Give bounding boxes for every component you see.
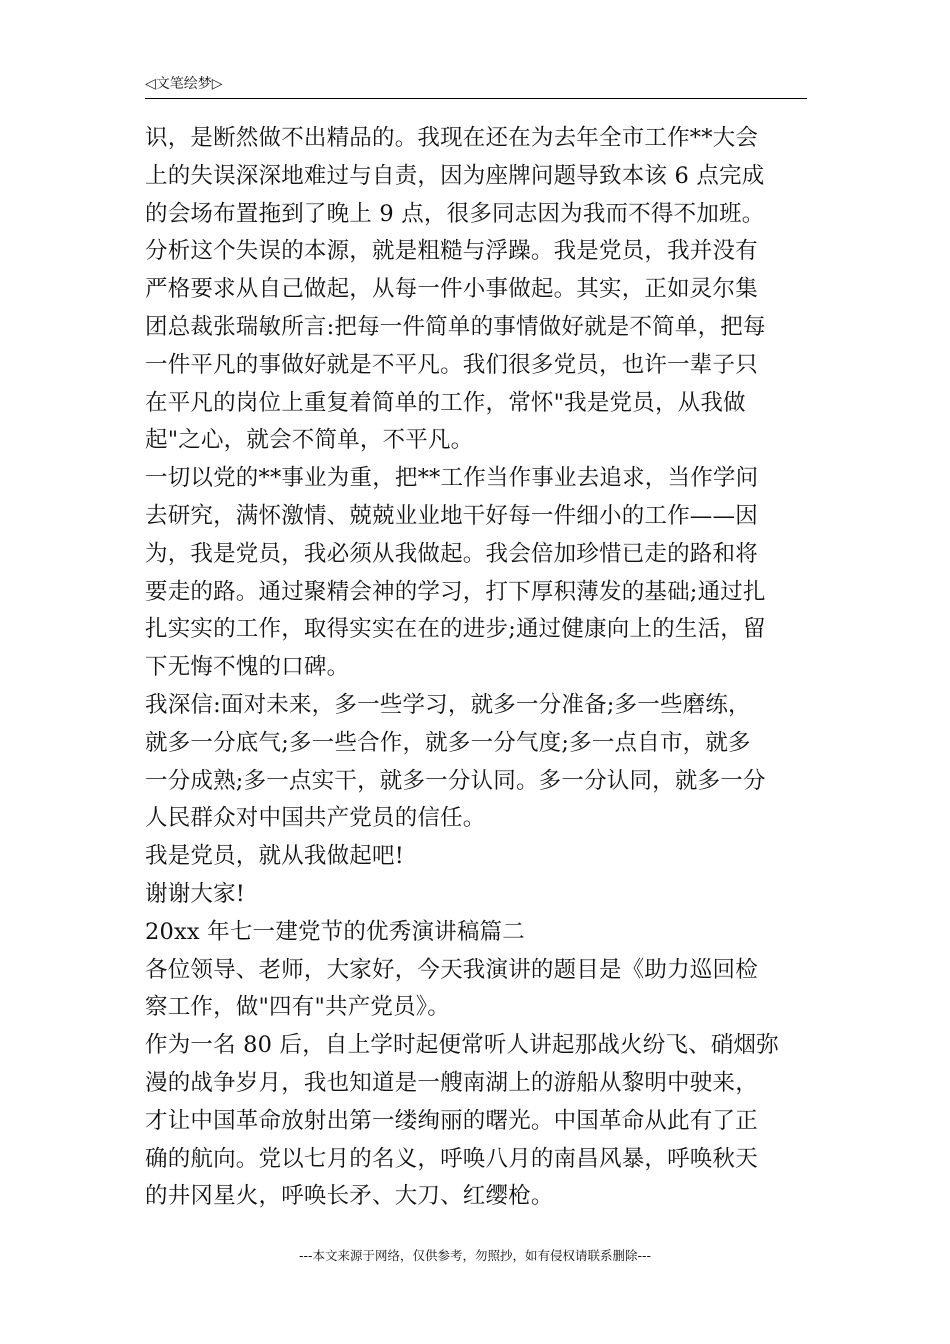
text-line: 扎实实的工作，取得实实在在的进步;通过健康向上的生活，留: [145, 616, 766, 643]
page-header: [145, 74, 807, 99]
text-line: 起"之心，就会不简单，不平凡。: [145, 427, 474, 454]
text-line: 谢谢大家!: [145, 880, 246, 907]
text-line: 分析这个失误的本源，就是粗糙与浮躁。我是党员，我并没有: [145, 238, 758, 265]
text-line: 在平凡的岗位上重复着简单的工作，常怀"我是党员，从我做: [145, 389, 746, 416]
text-line: 我深信:面对未来，多一些学习，就多一分准备;多一些磨练，: [145, 691, 751, 718]
text-line: 识，是断然做不出精品的。我现在还在为去年全市工作**大会: [145, 125, 759, 151]
text-line: 漫的战争岁月，我也知道是一艘南湖上的游船从黎明中驶来，: [145, 1069, 758, 1096]
header-title: ◁文笔绘梦▷: [145, 76, 223, 92]
text-line: 去研究，满怀激情、兢兢业业地干好每一件细小的工作——因: [145, 502, 758, 529]
text-line: 各位领导、老师，大家好，今天我演讲的题目是《助力巡回检: [145, 956, 758, 983]
text-line: 一切以党的**事业为重，把**工作当作事业去追求，当作学问: [145, 465, 759, 492]
text-line: 的会场布置拖到了晚上 9 点，很多同志因为我而不得不加班。: [145, 200, 765, 227]
text-line: 要走的路。通过聚精会神的学习，打下厚积薄发的基础;通过扎: [145, 578, 766, 605]
text-line: 为，我是党员，我必须从我做起。我会倍加珍惜已走的路和将: [145, 540, 758, 567]
page-footer: ---本文来源于网络，仅供参考，勿照抄，如有侵权请联系删除---: [298, 1248, 652, 1263]
section-heading: 20xx 年七一建党节的优秀演讲稿篇二: [145, 918, 525, 945]
text-line: 察工作，做"四有"共产党员》。: [145, 994, 450, 1021]
text-line: 上的失误深深地难过与自责，因为座牌问题导致本该 6 点完成: [145, 162, 765, 189]
text-line: 下无悔不愧的口碑。: [145, 654, 350, 681]
text-line: 就多一分底气;多一些合作，就多一分气度;多一点自市，就多: [145, 729, 751, 756]
text-line: 一分成熟;多一点实干，就多一分认同。多一分认同，就多一分: [145, 767, 766, 794]
text-line: 作为一名 80 后，自上学时起便常听人讲起那战火纷飞、硝烟弥: [145, 1032, 779, 1059]
text-line: 我是党员，就从我做起吧!: [145, 843, 404, 870]
text-line: 严格要求从自己做起，从每一件小事做起。其实，正如灵尔集: [145, 276, 758, 303]
text-line: 人民群众对中国共产党员的信任。: [145, 805, 486, 832]
text-line: 确的航向。党以七月的名义，呼唤八月的南昌风暴，呼唤秋天: [145, 1145, 758, 1172]
text-line: 才让中国革命放射出第一缕绚丽的曙光。中国革命从此有了正: [145, 1107, 758, 1134]
text-line: 团总裁张瑞敏所言:把每一件简单的事情做好就是不简单，把每: [145, 313, 766, 340]
text-line: 一件平凡的事做好就是不平凡。我们很多党员，也许一辈子只: [145, 351, 758, 378]
text-line: 的井冈星火，呼唤长矛、大刀、红缨枪。: [145, 1183, 554, 1210]
document-body: [145, 120, 807, 1216]
